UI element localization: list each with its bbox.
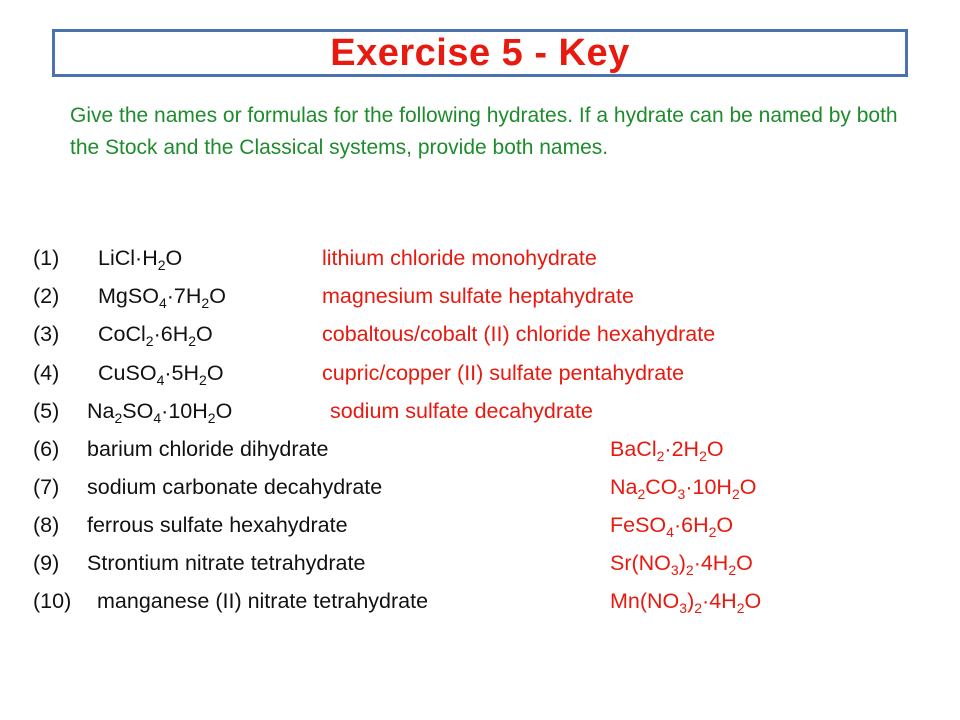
text-part: manganese (II) nitrate tetrahydrate xyxy=(97,589,429,613)
text-part: BaCl xyxy=(610,437,657,461)
exercise-item xyxy=(0,545,960,581)
text-part: Sr(NO xyxy=(610,551,671,575)
item-number: (8) xyxy=(33,513,60,537)
page-title: Exercise 5 - Key xyxy=(330,31,630,74)
title-box xyxy=(52,29,908,77)
subscript: 2 xyxy=(736,600,745,616)
item-answer xyxy=(330,393,593,429)
text-part: FeSO xyxy=(610,513,667,537)
item-answer xyxy=(610,545,753,581)
text-part: ferrous sulfate hexahydrate xyxy=(87,513,348,537)
item-number: (3) xyxy=(33,322,60,346)
subscript: 2 xyxy=(656,448,665,464)
text-part: O xyxy=(206,361,224,385)
subscript: 2 xyxy=(699,448,707,464)
item-answer xyxy=(322,355,684,391)
subscript: 4 xyxy=(158,295,167,311)
text-part: ·7H xyxy=(166,284,202,308)
exercise-item xyxy=(0,469,960,505)
text-part: Mn(NO xyxy=(610,589,680,613)
text-part: O xyxy=(215,399,233,423)
subscript: 4 xyxy=(156,372,165,388)
item-given xyxy=(98,240,182,276)
text-part: ·4H xyxy=(693,551,729,575)
text-part: MgSO xyxy=(98,284,159,308)
text-part: sodium sulfate decahydrate xyxy=(330,399,593,423)
subscript: 2 xyxy=(199,372,207,388)
item-number: (1) xyxy=(33,246,60,270)
text-part: ) xyxy=(687,589,695,613)
item-given xyxy=(87,431,328,467)
text-part: Strontium nitrate tetrahydrate xyxy=(87,551,366,575)
text-part: O xyxy=(716,513,734,537)
item-answer xyxy=(322,278,634,314)
subscript: 2 xyxy=(708,524,717,540)
text-part: O xyxy=(196,322,213,346)
text-part: ·6H xyxy=(153,322,189,346)
item-given xyxy=(87,507,348,543)
subscript: 3 xyxy=(670,562,679,578)
item-given xyxy=(98,355,224,391)
text-part: O xyxy=(739,475,757,499)
text-part: CoCl xyxy=(98,322,146,346)
subscript: 2 xyxy=(188,333,197,349)
subscript: 2 xyxy=(637,486,646,502)
item-answer xyxy=(322,240,597,276)
text-part: sodium carbonate decahydrate xyxy=(87,475,383,499)
text-part: magnesium sulfate heptahydrate xyxy=(322,284,634,308)
text-part: CO xyxy=(645,475,678,499)
instructions: Give the names or formulas for the following hydrates. If a hydrate can be named by both the Stock and the Classical systems, provide both names. xyxy=(70,104,898,159)
text-part: O xyxy=(744,589,762,613)
subscript: 4 xyxy=(666,524,674,540)
text-part: SO xyxy=(122,399,154,423)
item-number: (4) xyxy=(33,361,60,385)
subscript: 2 xyxy=(694,600,703,616)
exercise-item xyxy=(0,583,960,619)
exercise-item xyxy=(0,278,960,314)
text-part: ) xyxy=(678,551,686,575)
text-part: CuSO xyxy=(98,361,157,385)
text-part: Na xyxy=(87,399,115,423)
text-part: O xyxy=(209,284,226,308)
item-number: (9) xyxy=(33,551,60,575)
item-given xyxy=(98,316,213,352)
subscript: 3 xyxy=(679,600,688,616)
text-part: ·10H xyxy=(161,399,208,423)
subscript: 2 xyxy=(728,562,737,578)
text-part: ·4H xyxy=(702,589,737,613)
item-answer xyxy=(322,316,715,352)
text-part: ·10H xyxy=(685,475,732,499)
subscript: 2 xyxy=(731,486,740,502)
text-part: barium chloride dihydrate xyxy=(87,437,329,461)
text-part: O xyxy=(165,246,183,270)
item-number: (7) xyxy=(33,475,60,499)
exercise-item xyxy=(0,393,960,429)
item-number: (2) xyxy=(33,284,60,308)
text-part: LiCl·H xyxy=(98,246,158,270)
item-answer xyxy=(610,431,724,467)
exercise-item xyxy=(0,507,960,543)
text-part: Na xyxy=(610,475,638,499)
text-part: ·6H xyxy=(673,513,709,537)
text-part: cupric/copper (II) sulfate pentahydrate xyxy=(322,361,685,385)
item-answer xyxy=(610,469,756,505)
item-number: (5) xyxy=(33,399,60,423)
exercise-item xyxy=(0,355,960,391)
item-given xyxy=(97,583,428,619)
item-number: (10) xyxy=(33,589,72,613)
subscript: 2 xyxy=(201,295,210,311)
subscript: 2 xyxy=(157,257,166,273)
text-part: ·5H xyxy=(164,361,200,385)
subscript: 2 xyxy=(145,333,154,349)
item-given xyxy=(87,393,232,429)
text-part: cobaltous/cobalt (II) chloride hexahydrate xyxy=(322,322,716,346)
text-part: O xyxy=(736,551,753,575)
subscript: 4 xyxy=(153,410,162,426)
subscript: 3 xyxy=(677,486,686,502)
item-answer xyxy=(610,507,733,543)
subscript: 2 xyxy=(114,410,123,426)
item-given xyxy=(87,545,365,581)
item-given xyxy=(87,469,382,505)
item-answer xyxy=(610,583,761,619)
exercise-item xyxy=(0,316,960,352)
text-part: O xyxy=(706,437,724,461)
text-part: ·2H xyxy=(664,437,700,461)
item-given xyxy=(98,278,226,314)
text-part: lithium chloride monohydrate xyxy=(322,246,597,270)
item-number: (6) xyxy=(33,437,60,461)
exercise-item xyxy=(0,240,960,276)
subscript: 2 xyxy=(685,562,694,578)
exercise-item xyxy=(0,431,960,467)
subscript: 2 xyxy=(207,410,216,426)
